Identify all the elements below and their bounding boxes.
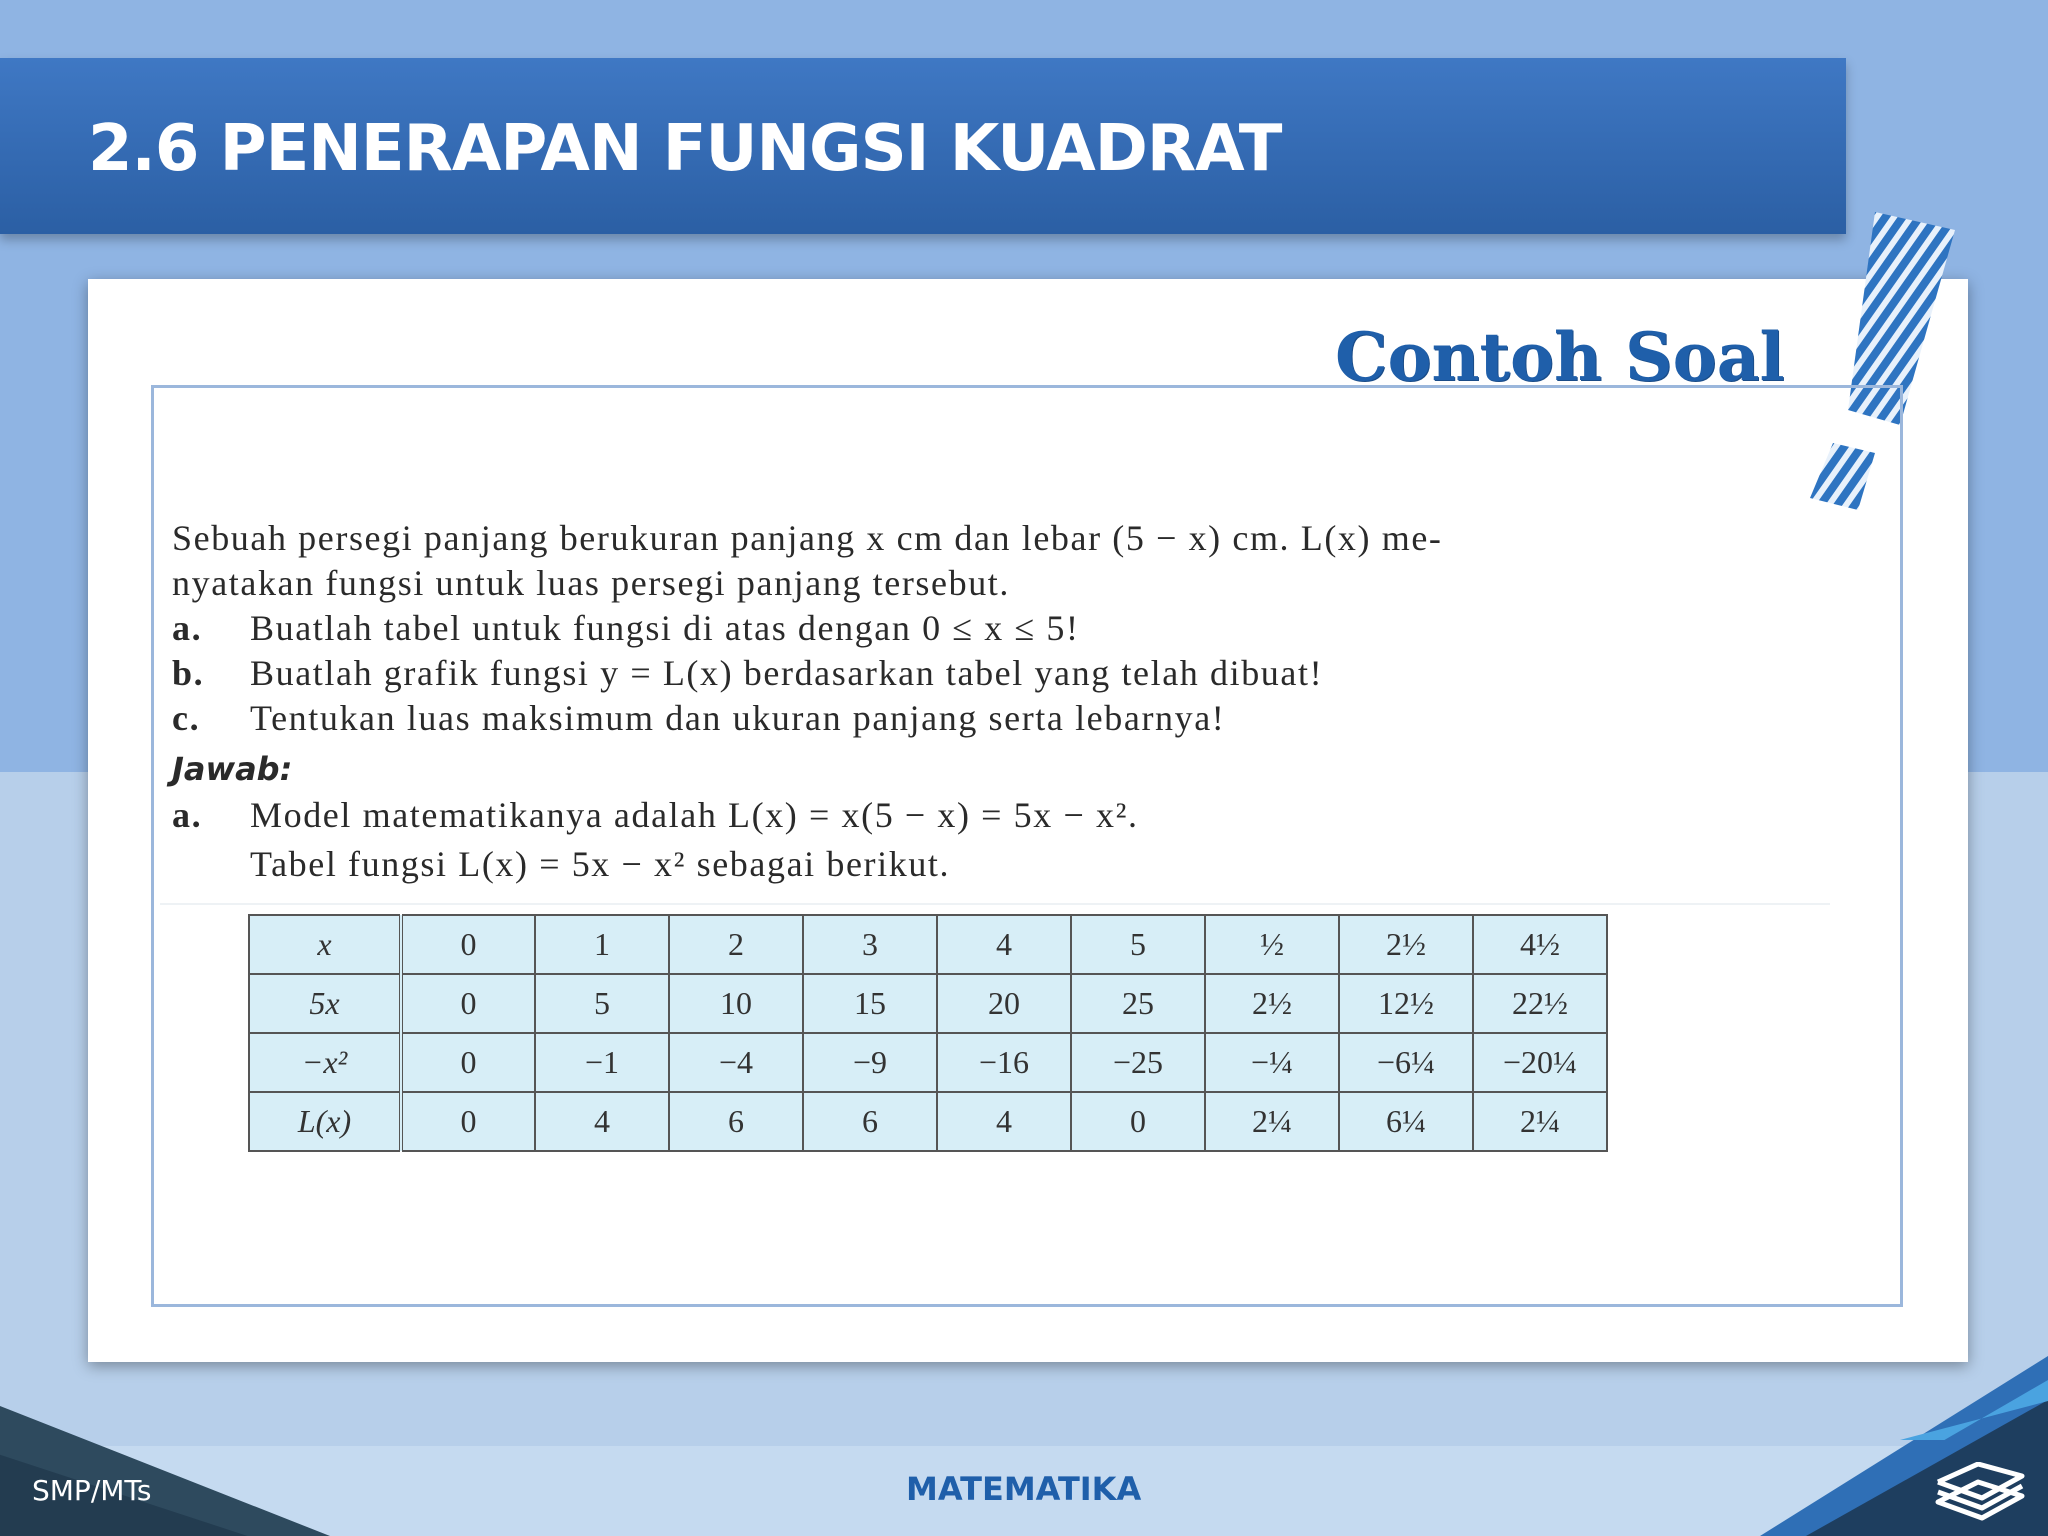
table-cell: 12½ (1339, 974, 1473, 1033)
table-cell: −9 (803, 1033, 937, 1092)
table-cell: 10 (669, 974, 803, 1033)
question-item (172, 651, 1812, 696)
question-text: Tentukan luas maksimum dan ukuran panjang serta lebarnya! (250, 698, 1226, 738)
problem-text (172, 516, 1812, 888)
table-cell: 6¼ (1339, 1092, 1473, 1151)
question-text: Buatlah grafik fungsi y = L(x) berdasarkan tabel yang telah dibuat! (250, 653, 1324, 693)
table-cell: 15 (803, 974, 937, 1033)
table-row-header: x (249, 915, 401, 974)
question-item (172, 696, 1812, 741)
table-cell: −20¼ (1473, 1033, 1607, 1092)
table-cell: 0 (401, 915, 535, 974)
table-cell: −4 (669, 1033, 803, 1092)
table-cell: 0 (401, 974, 535, 1033)
table-cell: 0 (401, 1033, 535, 1092)
question-item (172, 606, 1812, 651)
problem-intro-line: Sebuah persegi panjang berukuran panjang x cm dan lebar (5 − x) cm. L(x) me- (172, 518, 1443, 558)
table-cell: 4 (535, 1092, 669, 1151)
table-row (249, 915, 1607, 974)
problem-intro-line: nyatakan fungsi untuk luas persegi panjang tersebut. (172, 563, 1011, 603)
book-stack-icon (1932, 1462, 2028, 1526)
table-cell: 4 (937, 1092, 1071, 1151)
subject-label: MATEMATIKA (906, 1470, 1142, 1508)
answer-model-text: Model matematikanya adalah L(x) = x(5 − x) = 5x − x². (250, 795, 1139, 835)
function-table (248, 914, 1608, 1152)
example-heading: Contoh Soal (1335, 318, 1785, 396)
table-cell: 4 (937, 915, 1071, 974)
table-cell: 5 (535, 974, 669, 1033)
table-cell: 6 (669, 1092, 803, 1151)
table-cell: 25 (1071, 974, 1205, 1033)
table-cell: −16 (937, 1033, 1071, 1092)
question-marker: c. (172, 698, 201, 738)
table-cell: −25 (1071, 1033, 1205, 1092)
table-cell: 0 (401, 1092, 535, 1151)
table-cell: 4½ (1473, 915, 1607, 974)
table-cell: 2¼ (1205, 1092, 1339, 1151)
answer-label: Jawab: (172, 750, 293, 788)
question-marker: a. (172, 608, 203, 648)
table-cell: −¼ (1205, 1033, 1339, 1092)
question-marker: b. (172, 653, 205, 693)
table-caption: Tabel fungsi L(x) = 5x − x² sebagai berikut. (250, 844, 951, 884)
table-cell: −1 (535, 1033, 669, 1092)
table-row (249, 974, 1607, 1033)
table-cell: 6 (803, 1092, 937, 1151)
table-cell: 5 (1071, 915, 1205, 974)
table-cell: 22½ (1473, 974, 1607, 1033)
slide-title: 2.6 PENERAPAN FUNGSI KUADRAT (88, 112, 1282, 186)
table-cell: 3 (803, 915, 937, 974)
table-row-header: −x² (249, 1033, 401, 1092)
table-row-header: 5x (249, 974, 401, 1033)
table-row-header: L(x) (249, 1092, 401, 1151)
table-cell: 0 (1071, 1092, 1205, 1151)
school-level-label: SMP/MTs (32, 1474, 152, 1507)
table-cell: 2 (669, 915, 803, 974)
question-text: Buatlah tabel untuk fungsi di atas dengan 0 ≤ x ≤ 5! (250, 608, 1080, 648)
table-cell: ½ (1205, 915, 1339, 974)
table-cell: 2½ (1339, 915, 1473, 974)
divider (160, 903, 1830, 905)
table-cell: 2¼ (1473, 1092, 1607, 1151)
table-row (249, 1092, 1607, 1151)
table-cell: 20 (937, 974, 1071, 1033)
answer-marker: a. (172, 795, 203, 835)
table-cell: 2½ (1205, 974, 1339, 1033)
answer-item (172, 793, 1812, 838)
table-row (249, 1033, 1607, 1092)
table-cell: −6¼ (1339, 1033, 1473, 1092)
table-cell: 1 (535, 915, 669, 974)
